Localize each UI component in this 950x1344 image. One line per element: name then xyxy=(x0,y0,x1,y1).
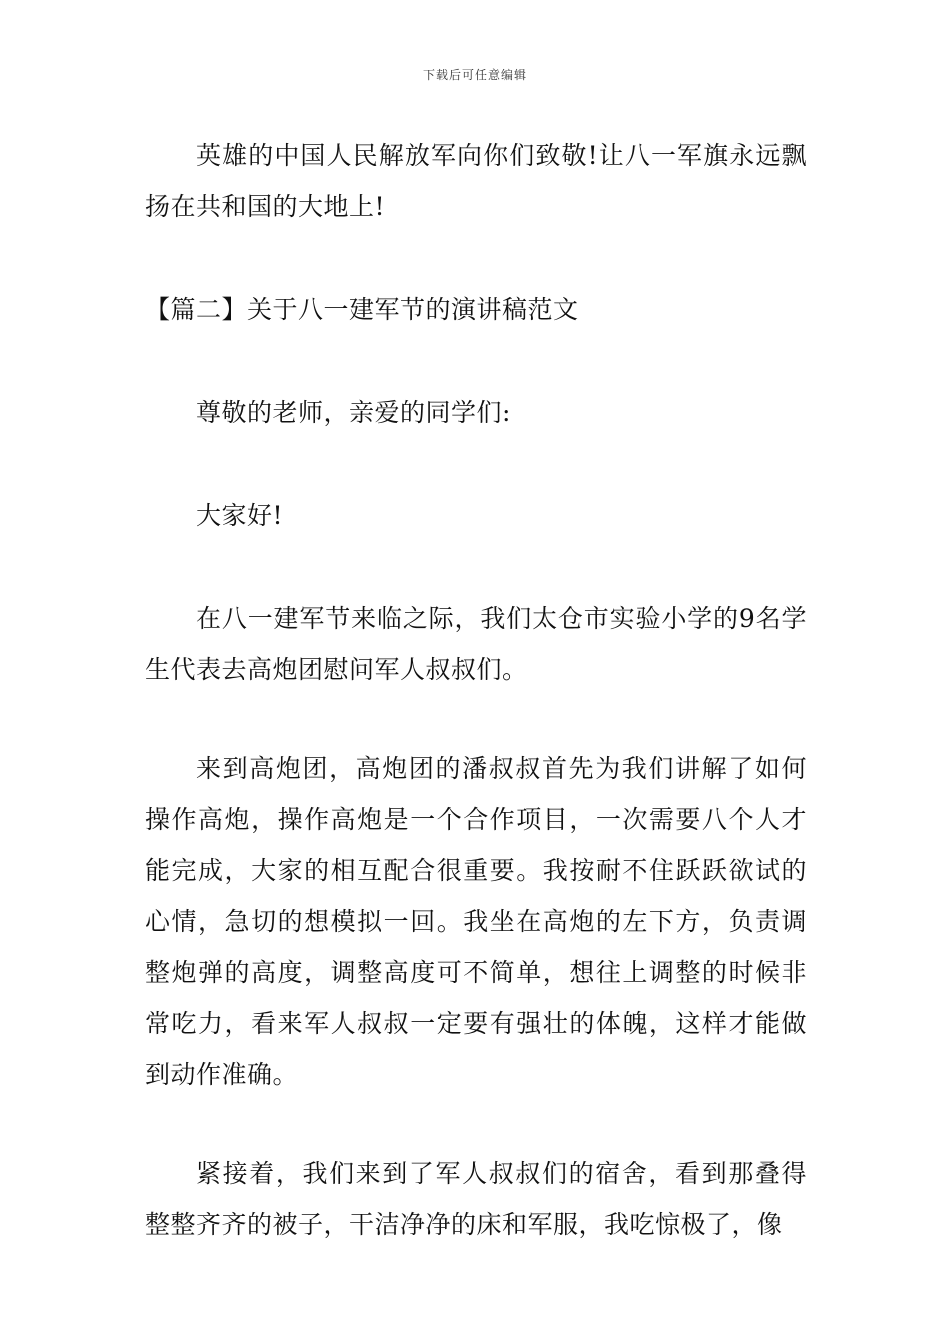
salutation: 尊敬的老师，亲爱的同学们: xyxy=(196,398,511,427)
greeting: 大家好! xyxy=(196,501,284,530)
document-body xyxy=(145,130,807,1250)
paragraph-dormitory: 紧接着，我们来到了军人叔叔们的宿舍，看到那叠得整整齐齐的被子，干洁净净的床和军服，我吃惊极了，像 xyxy=(145,1159,807,1239)
paragraph-artillery: 来到高炮团，高炮团的潘叔叔首先为我们讲解了如何操作高炮，操作高炮是一个合作项目，一次需要八个人才能完成，大家的相互配合很重要。我按耐不住跃跃欲试的心情，急切的想模拟一回。我坐在高炮的左下方，负责调整炮弹的高度，调整高度可不简单，想往上调整的时候非常吃力，看来军人叔叔一定要有强壮的体魄，这样才能做到动作准确。 xyxy=(145,754,807,1089)
header-note: 下载后可任意编辑 xyxy=(422,68,527,82)
paragraph-visit: 在八一建军节来临之际，我们太仓市实验小学的9名学生代表去高炮团慰问军人叔叔们。 xyxy=(145,604,807,684)
paragraph-tribute: 英雄的中国人民解放军向你们致敬!让八一军旗永远飘扬在共和国的大地上! xyxy=(145,141,807,221)
section-heading: 【篇二】关于八一建军节的演讲稿范文 xyxy=(145,295,579,324)
